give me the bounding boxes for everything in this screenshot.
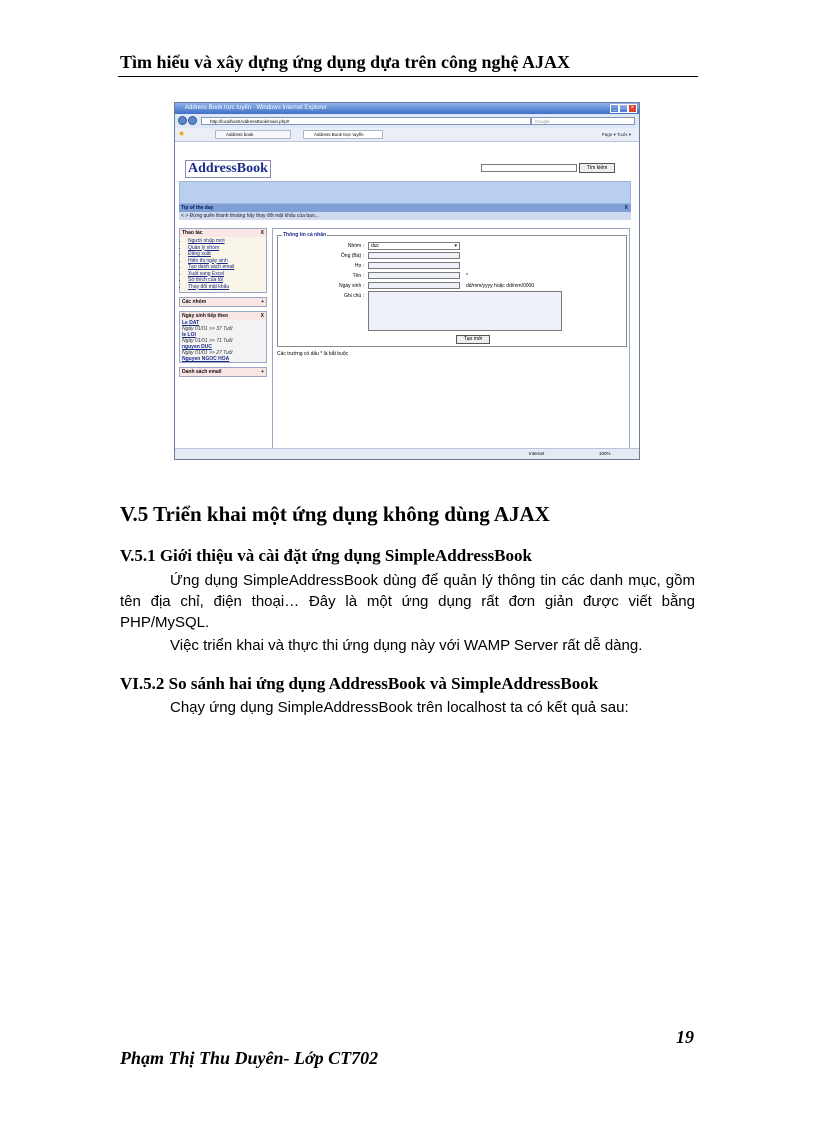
email-list-panel <box>179 367 267 377</box>
groups-panel-title: Các nhóm <box>182 299 207 305</box>
app-search-input[interactable] <box>481 164 577 172</box>
task-item[interactable]: • Xuất sang Excel <box>188 271 266 278</box>
tip-close-icon[interactable]: X <box>624 205 628 211</box>
tip-of-day-title <box>179 204 631 212</box>
favorites-star-icon[interactable]: ★ <box>178 129 186 138</box>
section-heading: V.5 Triển khai một ứng dụng không dùng AJAX <box>120 502 550 526</box>
page-number: 19 <box>676 1027 694 1047</box>
groups-expand-icon[interactable]: + <box>261 299 264 305</box>
groups-panel <box>179 297 267 307</box>
group-select[interactable] <box>368 242 460 250</box>
task-item[interactable]: • Người nhập mới <box>188 238 266 245</box>
email-list-panel-title: Danh sách email <box>182 369 222 375</box>
notes-textarea[interactable] <box>368 291 562 331</box>
birthday-row <box>278 282 626 290</box>
email-list-expand-icon[interactable]: + <box>261 369 264 375</box>
app-search-button[interactable]: Tìm kiếm <box>579 163 615 173</box>
ie-title-bar <box>175 103 639 114</box>
birthday-info: Ngày 01/01 >> 37 Tuổi <box>182 326 233 332</box>
birthdays-panel-header <box>180 312 266 320</box>
minimize-icon[interactable]: _ <box>610 104 619 113</box>
app-logo: AddressBook <box>185 160 271 178</box>
tip-title-text: Tip of the day <box>181 205 214 211</box>
lastname-row <box>278 262 626 270</box>
required-fields-note: Các trường có dấu * là bắt buộc <box>277 351 349 357</box>
task-item[interactable]: • Sở thích của tôi <box>188 277 266 284</box>
subsection-heading-1: V.5.1 Giới thiệu và cài đặt ứng dụng SimpleAddressBook <box>120 546 532 565</box>
ie-tab-bar <box>175 128 639 142</box>
personal-info-fieldset <box>277 232 627 347</box>
tip-text: < > Đừng quên thành thoảng hãy thay đổi mật khẩu của bạn... <box>179 212 631 220</box>
birthdays-panel <box>179 311 267 363</box>
personal-info-area <box>272 228 630 449</box>
birthday-hint: dd/mm/yyyy hoặc dd/mm/0000 <box>466 283 535 289</box>
page-header-title: Tìm hiểu và xây dựng ứng dụng dựa trên công nghệ AJAX <box>120 52 570 72</box>
forward-icon[interactable] <box>188 116 197 125</box>
lastname-label: Họ : <box>354 263 364 269</box>
notes-label: Ghi chú : <box>343 293 364 299</box>
app-sidebar <box>179 228 267 381</box>
ie-status-bar <box>175 448 639 459</box>
app-content <box>179 147 631 449</box>
tab-address-book[interactable]: Address book <box>215 130 291 139</box>
birthday-label: Ngày sinh : <box>338 283 364 289</box>
firstname-label: Tên : <box>352 273 364 279</box>
footer-author: Phạm Thị Thu Duyên- Lớp CT702 <box>120 1048 379 1068</box>
birthday-info: Ngày 01/01 >> 71 Tuổi <box>182 338 233 344</box>
chevron-down-icon: ▾ <box>454 243 457 249</box>
page-tools-menu[interactable]: Page ▾ Tools ▾ <box>601 132 631 137</box>
status-zone: Internet <box>529 451 545 456</box>
tasks-list <box>180 237 266 292</box>
firstname-input[interactable] <box>368 272 460 279</box>
tasks-panel <box>179 228 267 293</box>
tasks-close-icon[interactable]: X <box>260 230 264 236</box>
tasks-panel-title: Thao tác <box>182 230 203 236</box>
ie-window-title: Address Book trực tuyến - Windows Internet Explorer <box>185 105 327 111</box>
task-item[interactable]: • Tạo danh sách email <box>188 264 266 271</box>
birthdays-panel-title: Ngày sinh tiếp theo <box>182 313 229 319</box>
birthday-input[interactable] <box>368 282 460 289</box>
title-row <box>278 252 626 260</box>
fieldset-legend: Thông tin cá nhân <box>283 232 327 238</box>
title-input[interactable] <box>368 252 460 259</box>
tab-address-book-online[interactable]: Address Book trực tuyến <box>303 130 383 139</box>
tasks-panel-header <box>180 229 266 237</box>
browser-screenshot <box>174 102 640 460</box>
task-item[interactable]: • Quản lý nhóm <box>188 245 266 252</box>
birthday-name[interactable]: le LOI <box>182 332 196 338</box>
group-row <box>278 242 626 250</box>
address-input[interactable]: http://localhost/AddressBook/main.php# <box>201 117 531 125</box>
header-rule <box>118 76 698 77</box>
group-select-value: duc <box>371 243 380 249</box>
search-input[interactable]: Google <box>531 117 635 125</box>
birthday-name[interactable]: Le DAT <box>182 320 200 326</box>
task-item[interactable]: • Thay đổi mật khẩu <box>188 284 266 291</box>
email-list-panel-header[interactable] <box>180 368 266 376</box>
birthday-name[interactable]: Nguyen NGOC HOA <box>182 356 230 362</box>
ie-address-bar <box>175 114 639 129</box>
lastname-input[interactable] <box>368 262 460 269</box>
task-item[interactable]: • Đăng xuất <box>188 251 266 258</box>
create-button[interactable]: Tạo mới <box>456 335 490 344</box>
paragraph-1: Ứng dụng SimpleAddressBook dùng để quản lý thông tin các danh mục, gồm tên địa chỉ, điện thoại… Đây là một ứng dụng rất đơn giản được viết bằng PHP/MySQL. <box>120 572 695 631</box>
firstname-row <box>278 272 626 280</box>
birthday-name[interactable]: nguyen DUC <box>182 344 212 350</box>
birthdays-close-icon[interactable]: X <box>260 313 264 319</box>
groups-panel-header[interactable] <box>180 298 266 306</box>
paragraph-3: Chạy ứng dụng SimpleAddressBook trên localhost ta có kết quả sau: <box>170 699 629 716</box>
paragraph-2: Việc triển khai và thực thi ứng dụng này với WAMP Server rất dễ dàng. <box>170 637 643 654</box>
close-icon[interactable]: × <box>628 104 637 113</box>
app-banner <box>179 181 631 204</box>
zoom-level[interactable]: 100% <box>599 451 611 456</box>
required-mark: * <box>466 273 468 279</box>
subsection-heading-2: VI.5.2 So sánh hai ứng dụng AddressBook và SimpleAddressBook <box>120 674 599 693</box>
maximize-icon[interactable]: □ <box>619 104 628 113</box>
task-item[interactable]: • Hiển thị ngày sinh <box>188 258 266 265</box>
group-label: Nhóm : <box>347 243 364 249</box>
back-icon[interactable] <box>178 116 187 125</box>
title-label: Ông (Bà) : <box>340 253 364 259</box>
birthday-info: Ngày 01/01 >> 27 Tuổi <box>182 350 233 356</box>
